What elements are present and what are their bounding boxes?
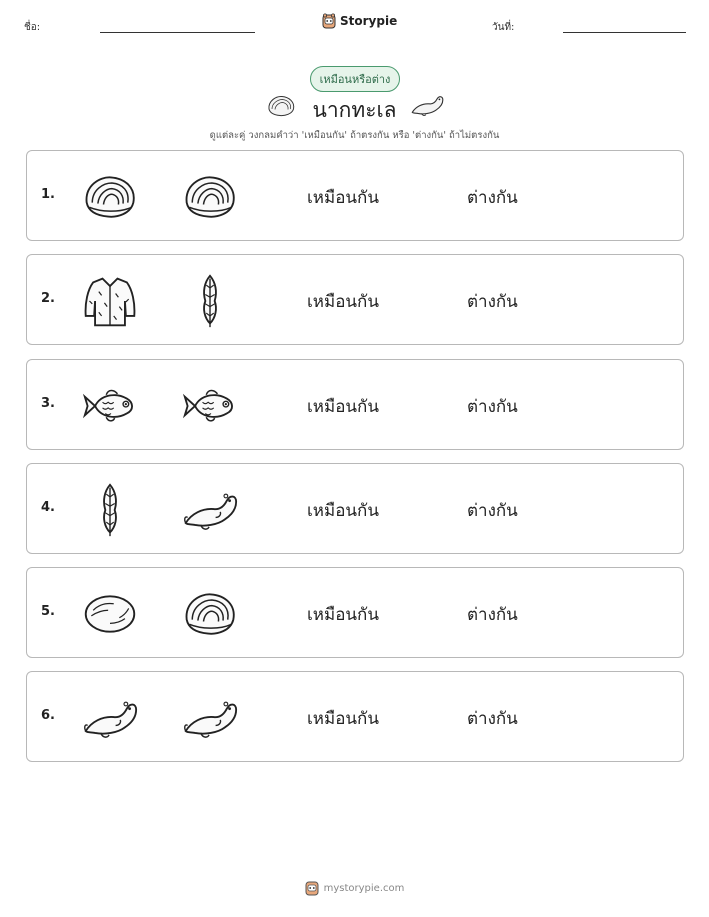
worksheet-title: นากทะเล	[312, 98, 397, 122]
footer	[0, 880, 709, 896]
different-option[interactable]: ต่างกัน	[467, 188, 518, 208]
fish-icon	[82, 378, 138, 434]
different-option[interactable]: ต่างกัน	[467, 397, 518, 417]
different-option[interactable]: ต่างกัน	[467, 605, 518, 625]
clam-icon	[82, 169, 138, 225]
same-option[interactable]: เหมือนกัน	[307, 709, 379, 729]
mascot-icon	[305, 880, 319, 896]
same-option[interactable]: เหมือนกัน	[307, 188, 379, 208]
different-option[interactable]: ต่างกัน	[467, 709, 518, 729]
sea-otter-icon	[182, 690, 238, 746]
question-number: 4.	[41, 500, 55, 515]
fish-icon	[182, 378, 238, 434]
kelp-leaf-icon	[182, 273, 238, 329]
question-row	[26, 150, 684, 241]
question-number: 1.	[41, 187, 55, 202]
question-row	[26, 567, 684, 658]
question-number: 3.	[41, 396, 55, 411]
sea-otter-icon	[82, 690, 138, 746]
footer-url[interactable]: mystorypie.com	[323, 882, 405, 894]
instruction-text: ดูแต่ละคู่ วงกลมคำว่า 'เหมือนกัน' ถ้าตรงกัน หรือ 'ต่างกัน' ถ้าไม่ตรงกัน	[209, 130, 500, 141]
different-option[interactable]: ต่างกัน	[467, 292, 518, 312]
sea-otter-icon	[182, 482, 238, 538]
clam-icon	[182, 169, 238, 225]
question-row	[26, 463, 684, 554]
same-option[interactable]: เหมือนกัน	[307, 605, 379, 625]
brand-logo	[322, 13, 397, 29]
question-row	[26, 671, 684, 762]
question-row	[26, 359, 684, 450]
different-option[interactable]: ต่างกัน	[467, 501, 518, 521]
same-option[interactable]: เหมือนกัน	[307, 397, 379, 417]
name-label: ชื่อ:	[24, 22, 41, 33]
kelp-leaf-icon	[82, 482, 138, 538]
question-number: 6.	[41, 708, 55, 723]
question-number: 2.	[41, 291, 55, 306]
same-option[interactable]: เหมือนกัน	[307, 501, 379, 521]
worksheet-type-badge: เหมือนหรือต่าง	[310, 66, 400, 92]
fur-coat-icon	[82, 273, 138, 329]
question-row	[26, 254, 684, 345]
question-number: 5.	[41, 604, 55, 619]
date-line[interactable]	[563, 32, 686, 33]
mascot-icon	[322, 13, 336, 29]
stone-icon	[82, 586, 138, 642]
brand-name: Storypie	[340, 14, 398, 28]
same-option[interactable]: เหมือนกัน	[307, 292, 379, 312]
name-line[interactable]	[100, 32, 255, 33]
date-label: วันที่:	[492, 22, 515, 33]
clam-icon	[182, 586, 238, 642]
sea-otter-icon	[410, 92, 444, 122]
